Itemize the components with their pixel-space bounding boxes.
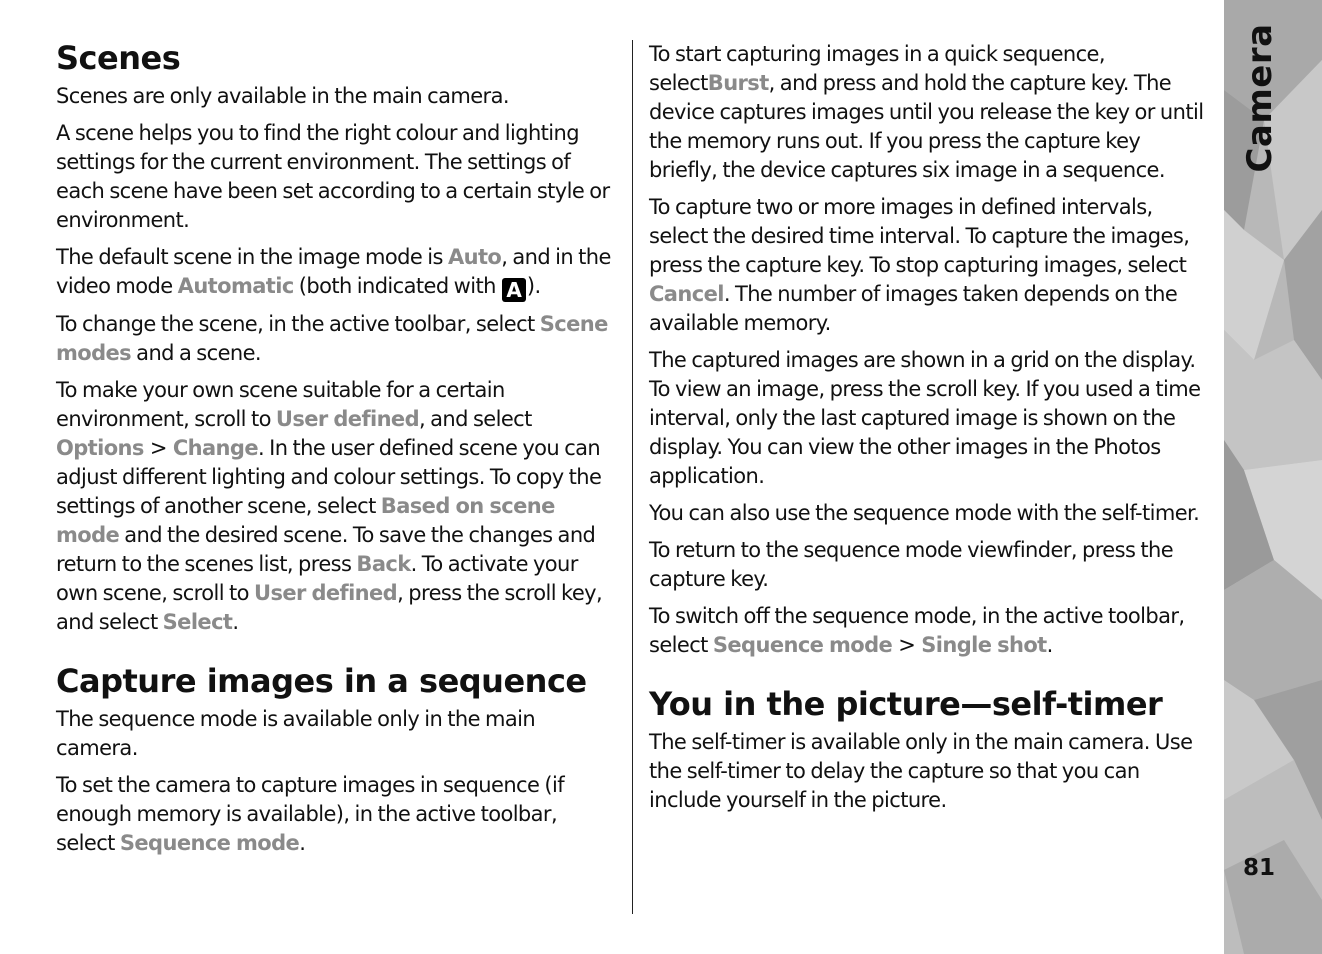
sequence-paragraph-1: The sequence mode is available only in the main camera. — [56, 707, 536, 760]
menu-term-auto: Auto — [447, 245, 502, 269]
auto-scene-icon: A — [502, 278, 526, 302]
scenes-paragraph-3: The default scene in the image mode is Auto, and in the video mode Automatic (both indicated with A ). — [56, 245, 611, 302]
scenes-paragraph-4: To change the scene, in the active toolbar, select Scene modes and a scene. — [56, 312, 608, 365]
page-number: 81 — [1242, 855, 1275, 881]
left-column — [56, 40, 618, 866]
sequence-paragraph-7: To return to the sequence mode viewfinder, press the capture key. — [649, 538, 1174, 591]
sequence-paragraph-4: To capture two or more images in defined intervals, select the desired time interval. To capture the images, press the capture key. To stop capturing images, select Cancel. The number of images taken depends on the available memory. — [649, 195, 1190, 335]
menu-term-scene-modes: Scene modes — [56, 312, 608, 365]
menu-term-cancel: Cancel — [649, 282, 724, 306]
sequence-paragraph-3: To start capturing images in a quick sequence, selectBurst, and press and hold the capture key. The device captures images until you release the key or until the memory runs out. If you press the capture key briefly, the device captures six image in a sequence. — [649, 42, 1204, 182]
menu-term-single-shot: Single shot — [921, 633, 1047, 657]
chapter-tab-label — [1236, 23, 1284, 173]
column-divider — [632, 40, 633, 914]
menu-term-change: Change — [172, 436, 258, 460]
selftimer-paragraph-1: The self-timer is available only in the main camera. Use the self-timer to delay the capture so that you can include yourself in the picture. — [649, 730, 1193, 812]
chapter-title: Camera — [1240, 23, 1280, 173]
right-column — [649, 40, 1211, 823]
menu-term-options: Options — [56, 436, 144, 460]
menu-term-automatic: Automatic — [177, 274, 294, 298]
scenes-paragraph-2: A scene helps you to find the right colour and lighting settings for the current environment. The settings of each scene have been set according to a certain style or environment. — [56, 121, 610, 232]
menu-term-back: Back — [356, 552, 411, 576]
sequence-paragraph-6: You can also use the sequence mode with the self-timer. — [649, 501, 1200, 525]
menu-term-user-defined: User defined — [275, 407, 420, 431]
menu-path-separator-2: > — [898, 633, 916, 657]
scenes-heading: Scenes — [56, 39, 181, 77]
sequence-paragraph-8: To switch off the sequence mode, in the active toolbar, select Sequence mode > Single shot. — [649, 604, 1185, 657]
scenes-paragraph-5: To make your own scene suitable for a certain environment, scroll to User defined, and select Options > Change. In the user defined scene you can adjust different lighting and colour settings. To copy the settings of another scene, select Based on scene mode and the desired scene. To save the changes and return to the scenes list, press Back. To activate your own scene, scroll to User defined, press the scroll key, and select Select. — [56, 378, 603, 634]
menu-term-based-on-scene-mode: Based on scene mode — [56, 494, 555, 547]
sequence-paragraph-5: The captured images are shown in a grid on the display. To view an image, press the scroll key. If you used a time interval, only the last captured image is shown on the display. You can view the other images in the Photos application. — [649, 348, 1201, 488]
scenes-paragraph-1: Scenes are only available in the main camera. — [56, 84, 509, 108]
menu-term-burst: Burst — [707, 71, 769, 95]
menu-term-sequence-mode: Sequence mode — [119, 831, 300, 855]
sequence-heading: Capture images in a sequence — [56, 662, 587, 700]
sequence-paragraph-2: To set the camera to capture images in sequence (if enough memory is available), in the active toolbar, select Sequence mode. — [56, 773, 565, 855]
selftimer-heading: You in the picture—self-timer — [649, 685, 1163, 723]
menu-term-select: Select — [162, 610, 233, 634]
menu-term-sequence-mode-2: Sequence mode — [712, 633, 893, 657]
menu-path-separator: > — [149, 436, 167, 460]
menu-term-user-defined-2: User defined — [254, 581, 398, 605]
